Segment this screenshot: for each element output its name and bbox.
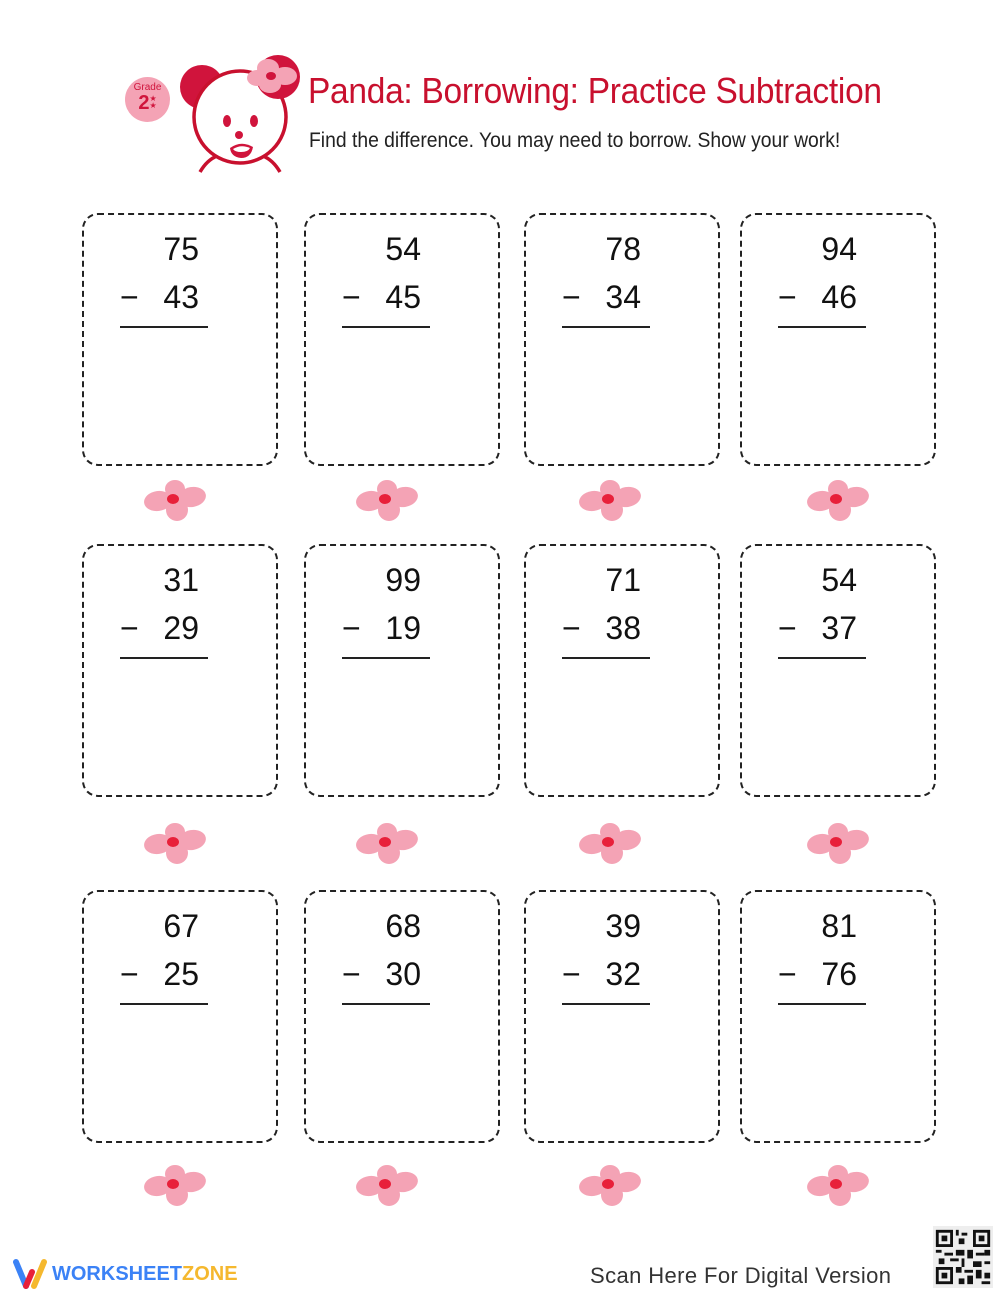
subtrahend: 38 [605,610,641,646]
brand-zone: ZONE [182,1263,238,1285]
minus-sign: − [562,956,581,992]
problem-card [740,890,936,1143]
flower-icon [142,822,208,864]
minuend: 54 [821,562,857,598]
minus-sign: − [778,610,797,646]
problem-card [740,213,936,466]
scan-caption: Scan Here For Digital Version [590,1263,892,1288]
answer-line [120,657,208,659]
problem-card [82,890,278,1143]
answer-line [342,326,430,328]
subtrahend: 25 [163,956,199,992]
grade-stars-icon: ★ ★ [149,94,157,110]
minus-sign: − [778,956,797,992]
subtrahend: 43 [163,279,199,315]
answer-line [120,326,208,328]
minuend: 81 [821,908,857,944]
answer-work-area[interactable] [752,335,924,455]
flower-icon [354,1164,420,1206]
answer-work-area[interactable] [94,666,266,786]
minuend: 99 [385,562,421,598]
instructions: Find the difference. You may need to borrow. Show your work! [309,129,841,152]
subtrahend: 30 [385,956,421,992]
minus-sign: − [120,956,139,992]
subtrahend: 76 [821,956,857,992]
answer-line [562,326,650,328]
answer-work-area[interactable] [316,666,488,786]
answer-line [120,1003,208,1005]
subtrahend: 45 [385,279,421,315]
minuend: 54 [385,231,421,267]
flower-icon [805,822,871,864]
minus-sign: − [120,610,139,646]
flower-icon [142,1164,208,1206]
problem-card [524,890,720,1143]
brand-worksheet: WORKSHEET [52,1263,182,1285]
flower-icon [354,479,420,521]
answer-work-area[interactable] [316,1012,488,1132]
minuend: 68 [385,908,421,944]
minus-sign: − [342,956,361,992]
problem-card [304,544,500,797]
problem-card [524,213,720,466]
minus-sign: − [120,279,139,315]
page-title: Panda: Borrowing: Practice Subtraction [308,70,882,111]
subtrahend: 34 [605,279,641,315]
minuend: 67 [163,908,199,944]
minuend: 71 [605,562,641,598]
answer-work-area[interactable] [752,1012,924,1132]
qr-code-icon[interactable] [933,1226,993,1288]
problem-card [82,544,278,797]
problem-card [82,213,278,466]
minuend: 39 [605,908,641,944]
minus-sign: − [562,279,581,315]
answer-work-area[interactable] [316,335,488,455]
subtrahend: 29 [163,610,199,646]
answer-work-area[interactable] [536,666,708,786]
answer-work-area[interactable] [752,666,924,786]
flower-icon [577,1164,643,1206]
minuend: 78 [605,231,641,267]
flower-icon [805,479,871,521]
flower-icon [142,479,208,521]
flower-icon [577,822,643,864]
grade-badge [125,77,170,122]
grade-number: 2 [138,92,150,114]
answer-line [778,1003,866,1005]
answer-line [562,1003,650,1005]
answer-line [342,1003,430,1005]
flower-icon [577,479,643,521]
subtrahend: 46 [821,279,857,315]
answer-line [562,657,650,659]
problem-card [304,890,500,1143]
subtrahend: 37 [821,610,857,646]
subtrahend: 32 [605,956,641,992]
answer-line [778,657,866,659]
grade-label: Grade [133,82,162,93]
answer-work-area[interactable] [94,335,266,455]
flower-icon [354,822,420,864]
answer-line [778,326,866,328]
minus-sign: − [342,279,361,315]
worksheetzone-logo-icon [12,1256,48,1290]
problem-card [304,213,500,466]
answer-work-area[interactable] [536,1012,708,1132]
answer-line [342,657,430,659]
minus-sign: − [778,279,797,315]
problem-card [524,544,720,797]
problem-card [740,544,936,797]
minus-sign: − [342,610,361,646]
answer-work-area[interactable] [536,335,708,455]
minuend: 94 [821,231,857,267]
subtrahend: 19 [385,610,421,646]
minuend: 31 [163,562,199,598]
minuend: 75 [163,231,199,267]
flower-icon [805,1164,871,1206]
minus-sign: − [562,610,581,646]
answer-work-area[interactable] [94,1012,266,1132]
brand-name [52,1263,238,1286]
panda-mascot-icon [175,52,305,177]
